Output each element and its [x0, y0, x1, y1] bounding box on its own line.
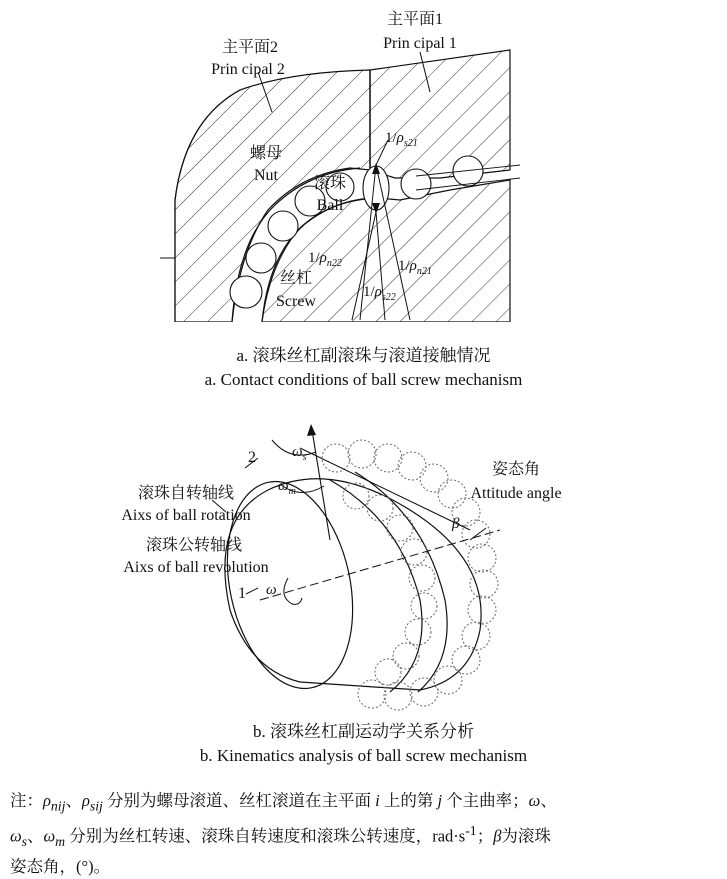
attitude-angle-cn: 姿态角: [491, 461, 541, 478]
figure-a-contact-diagram: [0, 0, 727, 330]
svg-text:1/ρs22: $1/\rho_{s22}$: [363, 284, 396, 303]
svg-text:1/ρn22: $1/\rho_{n22}$: [308, 250, 342, 269]
beta-label: β: [452, 516, 460, 532]
omega-label: ω: [266, 582, 277, 598]
revolution-axis-line: [260, 530, 500, 600]
figure-a-caption-en: a. Contact conditions of ball screw mechanism: [204, 370, 523, 389]
revolution-axis-cn: 滚珠公转轴线: [145, 537, 243, 554]
ball-label-en: Ball: [316, 197, 344, 214]
omega-arc: [284, 578, 302, 604]
note-line-3: 姿态角，(°)。: [10, 857, 111, 877]
principal-plane-1-cn: 主平面1: [386, 11, 444, 28]
omega-m-label: $\omega_m$: [278, 478, 296, 497]
svg-text:1/ρs21: $1/\rho_{s21}$: [385, 130, 418, 149]
nut-label-en: Nut: [254, 167, 278, 184]
principal-plane-2-cn: 主平面2: [221, 39, 279, 56]
principal-plane-1-en: Prin cipal 1: [383, 35, 457, 52]
svg-text:1/ρn21: $1/\rho_{n21}$: [398, 258, 432, 277]
rotation-axis-cn: 滚珠自转轴线: [137, 485, 235, 502]
note-line-1: 注：$\rho_{nij}$、$\rho_{sij}$ 分别为螺母滚道、丝杠滚道在主平面 i 上的第 j 个主曲率；ω、: [10, 791, 557, 814]
figure-note: [10, 788, 720, 879]
nut-label-cn: 螺母: [249, 145, 283, 162]
figure-b-caption-en: b. Kinematics analysis of ball screw mechanism: [199, 746, 528, 765]
attitude-angle-en: Attitude angle: [470, 485, 562, 502]
figure-a-caption-cn: a. 滚珠丝杠副滚珠与滚道接触情况: [236, 346, 491, 365]
rotation-axis-en: Aixs of ball rotation: [121, 507, 251, 524]
revolution-axis-en: Aixs of ball revolution: [123, 559, 269, 576]
label-number-1: 1: [238, 585, 246, 602]
screw-cylinder: [209, 470, 481, 700]
nut-section-right: [370, 50, 510, 178]
note-line-2: $\omega_s$、$\omega_m$ 分别为丝杠转速、滚珠自转速度和滚珠公转速度，$rad\cdot s^{-1}$；β为滚珠: [10, 823, 551, 850]
screw-label-cn: 丝杠: [279, 270, 313, 287]
rotation-axis-line: [300, 448, 470, 530]
figure-b-kinematics-diagram: [0, 400, 727, 720]
ball-label-cn: 滚珠: [313, 175, 347, 192]
figure-b-caption-cn: b. 滚珠丝杠副运动学关系分析: [253, 722, 474, 741]
principal-plane-2-en: Prin cipal 2: [211, 61, 285, 78]
omega-s-label: $\omega_s$: [292, 444, 307, 463]
label-number-2: 2: [248, 449, 256, 466]
screw-label-en: Screw: [276, 293, 316, 310]
